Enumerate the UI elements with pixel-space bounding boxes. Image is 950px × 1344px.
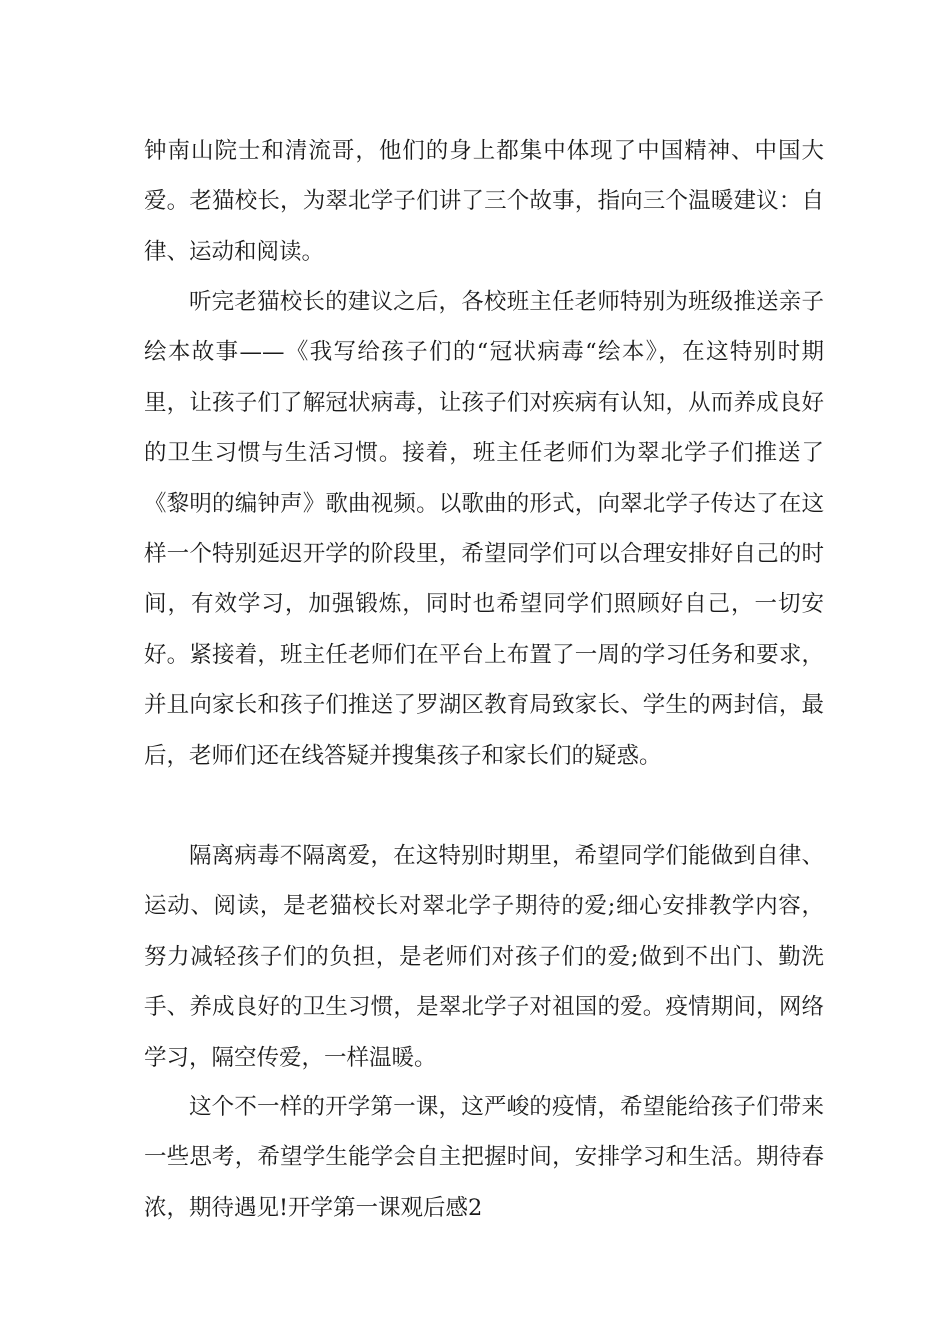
paragraph-block-3 — [144, 831, 824, 1083]
paragraph-3: 隔离病毒不隔离爱，在这特别时期里，希望同学们能做到自律、运动、阅读，是老猫校长对翠北学子期待的爱;细心安排教学内容，努力减轻孩子们的负担，是老师们对孩子们的爱;做到不出门、勤洗手、养成良好的卫生习惯，是翠北学子对祖国的爱。疫情期间，网络学习，隔空传爱，一样温暖。 — [144, 843, 824, 1071]
paragraph-block-1 — [144, 126, 824, 277]
paragraph-2: 听完老猫校长的建议之后，各校班主任老师特别为班级推送亲子绘本故事——《我写给孩子们的“冠状病毒“绘本》，在这特别时期里，让孩子们了解冠状病毒，让孩子们对疾病有认知，从而养成良好的卫生习惯与生活习惯。接着，班主任老师们为翠北学子们推送了《黎明的编钟声》歌曲视频。以歌曲的形式，向翠北学子传达了在这样一个特别延迟开学的阶段里，希望同学们可以合理安排好自己的时间，有效学习，加强锻炼，同时也希望同学们照顾好自己，一切安好。紧接着，班主任老师们在平台上布置了一周的学习任务和要求，并且向家长和孩子们推送了罗湖区教育局致家长、学生的两封信，最后，老师们还在线答疑并搜集孩子和家长们的疑惑。 — [144, 289, 824, 769]
paragraph-block-4 — [144, 1082, 824, 1233]
paragraph-1: 钟南山院士和清流哥，他们的身上都集中体现了中国精神、中国大爱。老猫校长，为翠北学子们讲了三个故事，指向三个温暖建议：自律、运动和阅读。 — [144, 138, 824, 265]
paragraph-block-2 — [144, 277, 824, 781]
paragraph-4: 这个不一样的开学第一课，这严峻的疫情，希望能给孩子们带来一些思考，希望学生能学会自主把握时间，安排学习和生活。期待春浓，期待遇见!开学第一课观后感2 — [144, 1094, 824, 1221]
